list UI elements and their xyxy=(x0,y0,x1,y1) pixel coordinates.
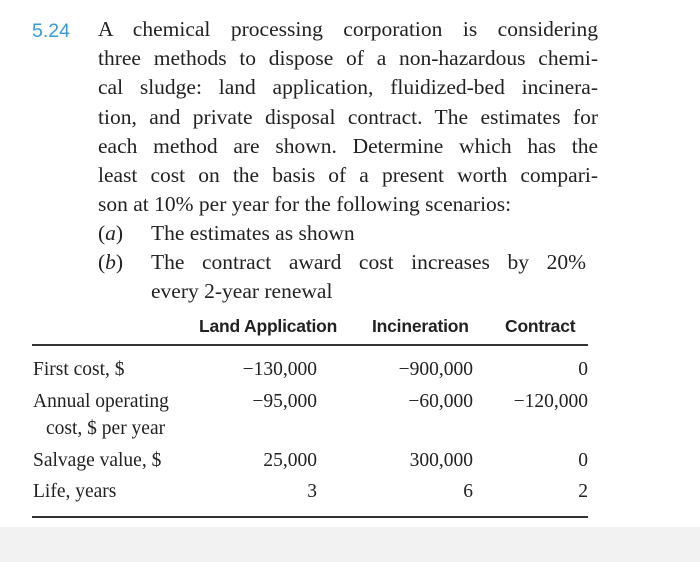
problem-statement xyxy=(98,15,598,219)
row-label-annual-operating: Annual operating xyxy=(33,391,169,412)
problem-line: each method are shown. Determine which has the xyxy=(98,133,598,158)
problem-line: three methods to dispose of a non-hazardous chemi- xyxy=(98,46,598,71)
cell-life-incineration: 6 xyxy=(463,481,473,502)
part-line: The estimates as shown xyxy=(151,221,355,245)
part-line: The contract award cost increases by 20% xyxy=(151,250,586,274)
problem-line: tion, and private disposal contract. The estimates for xyxy=(98,104,598,129)
row-label-first-cost: First cost, $ xyxy=(33,359,125,380)
column-header-land-application: Land Application xyxy=(199,316,338,336)
cell-annual-operating-incineration: −60,000 xyxy=(408,391,473,412)
row-label-annual-operating-cont: cost, $ per year xyxy=(46,418,166,439)
cell-salvage-value-incineration: 300,000 xyxy=(409,450,473,471)
cell-life-contract: 2 xyxy=(578,481,588,502)
table-bottom-rule xyxy=(32,516,588,518)
cell-first-cost-incineration: −900,000 xyxy=(398,359,473,380)
cell-salvage-value-contract: 0 xyxy=(578,450,588,471)
cell-salvage-value-land: 25,000 xyxy=(263,450,317,471)
cell-life-land: 3 xyxy=(307,481,317,502)
cell-first-cost-land: −130,000 xyxy=(242,359,317,380)
problem-line: least cost on the basis of a present worth compari- xyxy=(98,162,598,187)
column-header-incineration: Incineration xyxy=(372,316,469,336)
page-bottom-shade xyxy=(0,527,700,562)
problem-line: cal sludge: land application, fluidized-bed incinera- xyxy=(98,75,598,100)
column-header-contract: Contract xyxy=(505,316,576,336)
problem-line: A chemical processing corporation is considering xyxy=(98,17,598,41)
problem-number: 5.24 xyxy=(32,20,70,42)
part-a-text xyxy=(151,219,586,248)
cell-first-cost-contract: 0 xyxy=(578,359,588,380)
row-label-salvage-value: Salvage value, $ xyxy=(33,450,162,471)
problem-line: son at 10% per year for the following scenarios: xyxy=(98,192,512,217)
part-b-label: (b) xyxy=(98,250,124,274)
part-a-label: (a) xyxy=(98,221,124,245)
part-b-text xyxy=(151,248,586,306)
cell-annual-operating-land: −95,000 xyxy=(252,391,317,412)
cell-annual-operating-contract: −120,000 xyxy=(513,391,588,412)
part-line: every 2-year renewal xyxy=(151,279,333,304)
table-top-rule xyxy=(32,344,588,346)
row-label-life: Life, years xyxy=(33,481,117,502)
